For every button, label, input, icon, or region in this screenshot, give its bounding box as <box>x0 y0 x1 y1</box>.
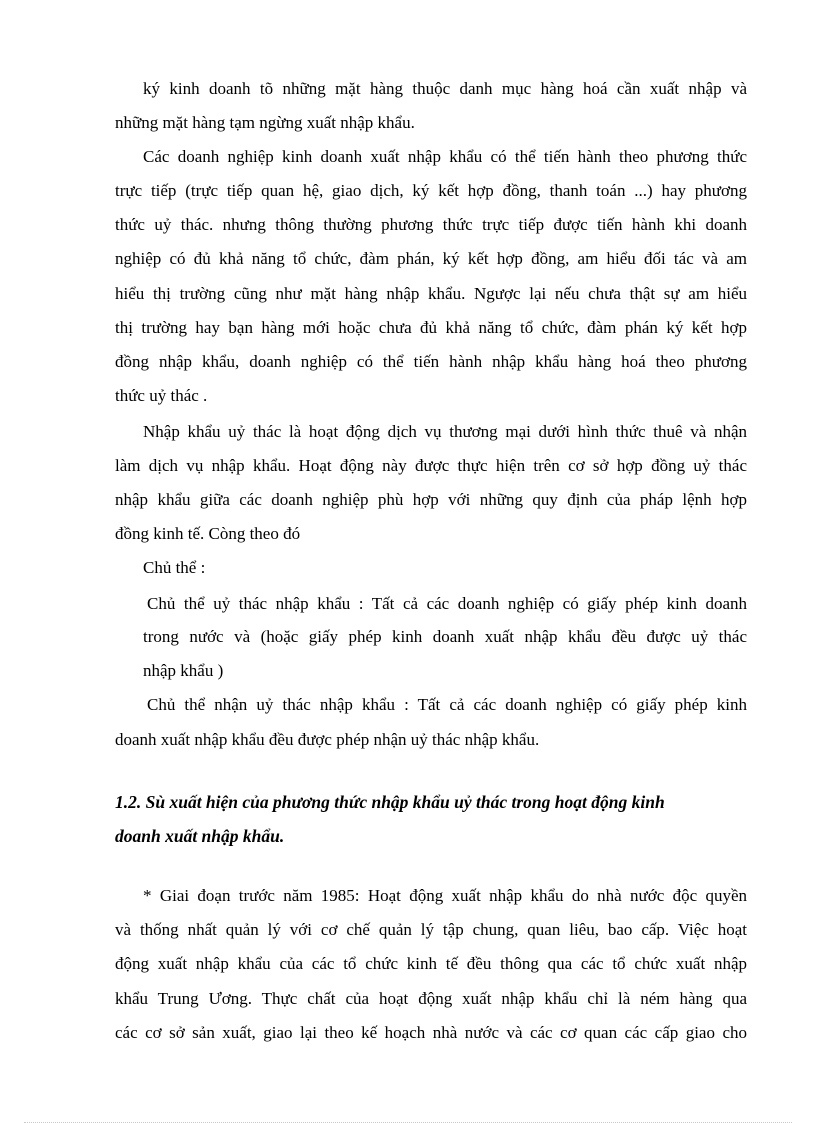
paragraph-1-line-1: ký kinh doanh tõ những mặt hàng thuộc danh mục hàng hoá cần xuất nhập và <box>143 79 747 98</box>
paragraph-6-line-1: Chủ thể nhận uỷ thác nhập khẩu : Tất cả các doanh nghiệp có giấy phép kinh <box>147 695 747 714</box>
paragraph-2-line-1: Các doanh nghiệp kinh doanh xuất nhập khẩu có thể tiến hành theo phương thức <box>143 147 747 166</box>
paragraph-5-line-3: nhập khẩu ) <box>143 661 224 680</box>
paragraph-1-line-2: những mặt hàng tạm ngừng xuất nhập khẩu. <box>115 113 415 132</box>
paragraph-2-line-2: trực tiếp (trực tiếp quan hệ, giao dịch, ký kết hợp đồng, thanh toán ...) hay phương <box>115 181 747 200</box>
paragraph-7-line-4: khẩu Trung Ương. Thực chất của hoạt động xuất nhập khẩu chỉ là ném hàng qua <box>115 989 747 1008</box>
paragraph-7-line-1: * Giai đoạn trước năm 1985: Hoạt động xuất nhập khẩu do nhà nước độc quyền <box>143 886 747 905</box>
paragraph-6-line-2: doanh xuất nhập khẩu đều được phép nhận uỷ thác nhập khẩu. <box>115 730 540 749</box>
paragraph-3-line-1: Nhập khẩu uỷ thác là hoạt động dịch vụ thương mại dưới hình thức thuê và nhận <box>143 422 747 441</box>
paragraph-2-line-5: hiểu thị trường cũng như mặt hàng nhập khẩu. Ngược lại nếu chưa thật sự am hiểu <box>115 284 747 303</box>
section-heading-line-2: doanh xuất nhập khẩu. <box>115 826 285 846</box>
paragraph-3-line-4: đồng kinh tế. Còng theo đó <box>115 524 301 543</box>
paragraph-4-line-1: Chủ thể : <box>143 558 206 577</box>
paragraph-5-line-2: trong nước và (hoặc giấy phép kinh doanh xuất nhập khẩu đều được uỷ thác <box>143 627 747 646</box>
paragraph-7-line-5: các cơ sở sản xuất, giao lại theo kế hoạch nhà nước và các cơ quan các cấp giao cho <box>115 1023 747 1042</box>
paragraph-2-line-6: thị trường hay bạn hàng mới hoặc chưa đủ khả năng tổ chức, đàm phán ký kết hợp <box>115 318 747 337</box>
paragraph-7-line-3: động xuất nhập khẩu của các tổ chức kinh tế đều thông qua các tổ chức xuất nhập <box>115 954 747 973</box>
paragraph-3-line-3: nhập khẩu giữa các doanh nghiệp phù hợp với những quy định của pháp lệnh hợp <box>115 490 747 509</box>
paragraph-2-line-4: nghiệp có đủ khả năng tổ chức, đàm phán, ký kết hợp đồng, am hiểu đối tác và am <box>115 249 747 268</box>
paragraph-2-line-3: thức uỷ thác. nhưng thông thường phương thức trực tiếp được tiến hành khi doanh <box>115 215 747 234</box>
section-heading-line-1: 1.2. Sù xuất hiện của phương thức nhập khẩu uỷ thác trong hoạt động kinh <box>115 792 665 812</box>
paragraph-2-line-7: đồng nhập khẩu, doanh nghiệp có thể tiến hành nhập khẩu hàng hoá theo phương <box>115 352 747 371</box>
paragraph-5-line-1: Chủ thể uỷ thác nhập khẩu : Tất cả các doanh nghiệp có giấy phép kinh doanh <box>147 594 747 613</box>
paragraph-2-line-8: thức uỷ thác . <box>115 386 208 405</box>
paragraph-3-line-2: làm dịch vụ nhập khẩu. Hoạt động này được thực hiện trên cơ sở hợp đồng uỷ thác <box>115 456 747 475</box>
paragraph-7-line-2: và thống nhất quản lý với cơ chế quản lý tập chung, quan liêu, bao cấp. Việc hoạt <box>115 920 747 939</box>
